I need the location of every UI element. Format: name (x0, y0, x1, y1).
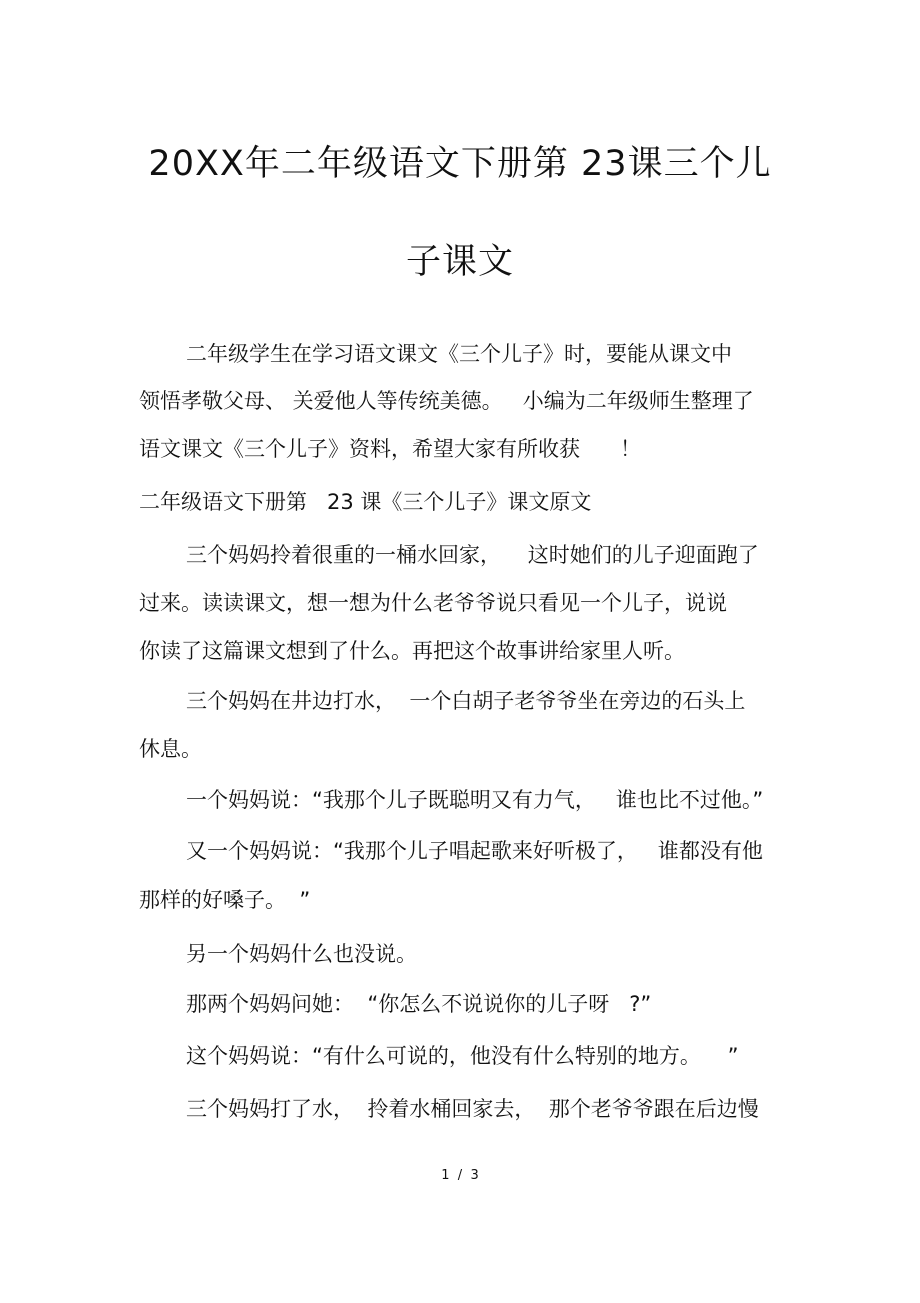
section-heading: 二年级语文下册第 23 课《三个儿子》课文原文 (139, 490, 592, 514)
document-title-line-1: 20XX年二年级语文下册第 23课三个儿 (148, 144, 772, 184)
paragraph-line: 那样的好嗓子。 ” (139, 888, 311, 912)
paragraph-line: 又一个妈妈说：“我那个儿子唱起歌来好听极了， 谁都没有他 (186, 839, 763, 863)
paragraph-line: 二年级学生在学习语文课文《三个儿子》时，要能从课文中 (186, 342, 732, 366)
paragraph-line: 一个妈妈说：“我那个儿子既聪明又有力气， 谁也比不过他。” (186, 788, 764, 812)
paragraph-line: 休息。 (139, 737, 202, 761)
paragraph-line: 三个妈妈打了水， 拎着水桶回家去， 那个老爷爷跟在后边慢 (186, 1097, 759, 1121)
paragraph-line: 这个妈妈说：“有什么可说的，他没有什么特别的地方。 ” (186, 1044, 739, 1068)
paragraph-line: 过来。读读课文，想一想为什么老爷爷说只看见一个儿子，说说 (139, 591, 727, 615)
paragraph-line: 领悟孝敬父母、 关爱他人等传统美德。 小编为二年级师生整理了 (139, 389, 754, 413)
paragraph-line: 语文课文《三个儿子》资料，希望大家有所收获 ！ (139, 437, 642, 461)
paragraph-line: 三个妈妈在井边打水， 一个白胡子老爷爷坐在旁边的石头上 (186, 689, 746, 713)
document-title-line-2: 子课文 (405, 242, 514, 282)
paragraph-line: 你读了这篇课文想到了什么。再把这个故事讲给家里人听。 (139, 639, 685, 663)
paragraph-line: 另一个妈妈什么也没说。 (186, 942, 417, 966)
paragraph-line: 三个妈妈拎着很重的一桶水回家， 这时她们的儿子迎面跑了 (186, 543, 759, 567)
paragraph-line: 那两个妈妈问她： “你怎么不说说你的儿子呀 ?” (186, 992, 652, 1016)
page-indicator: 1 / 3 (441, 1168, 479, 1183)
